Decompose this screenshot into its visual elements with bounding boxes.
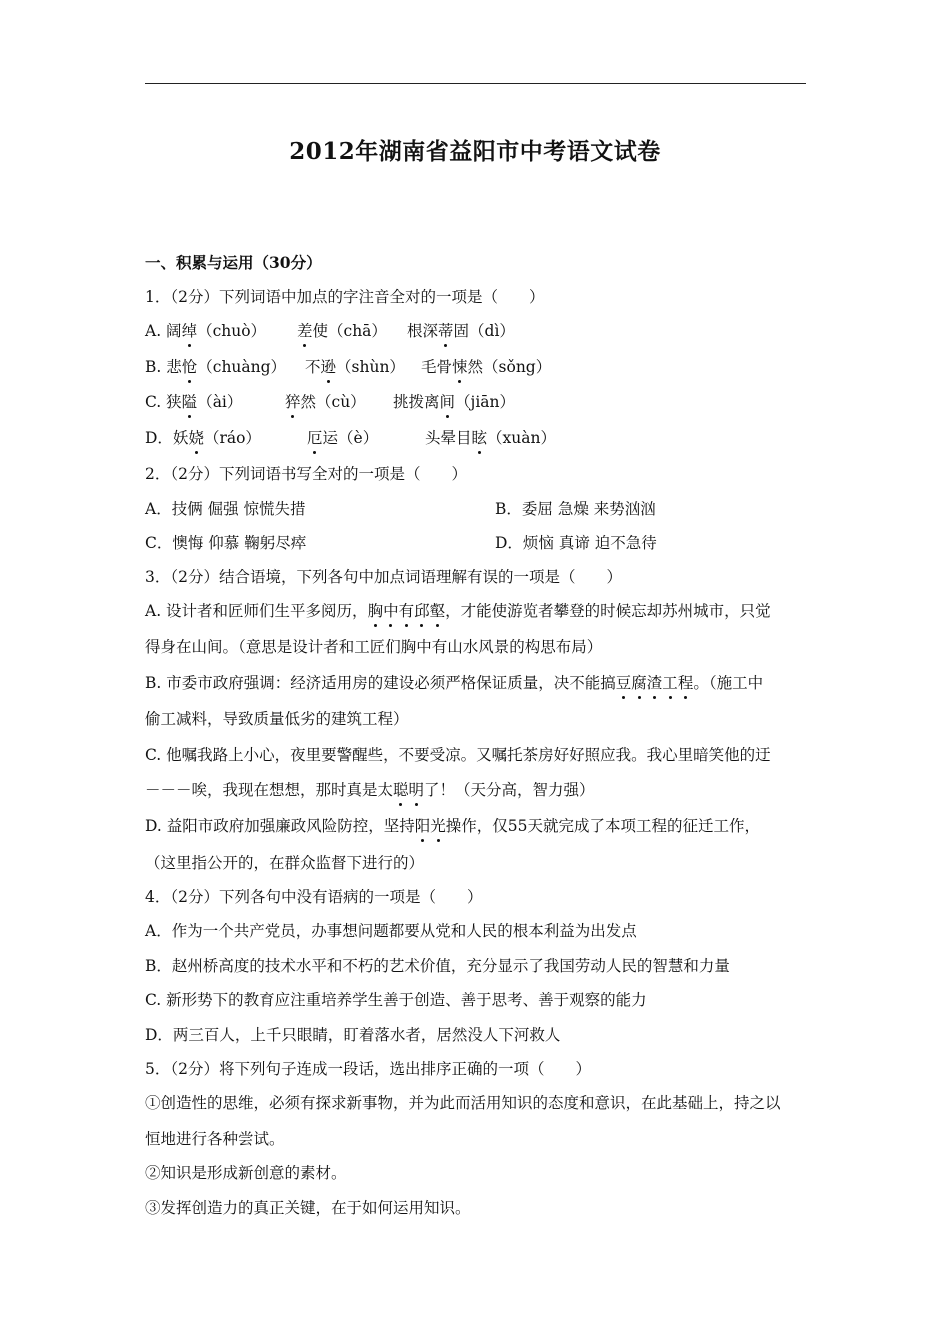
question-2-option-b: B．委屈 急燥 来势汹汹	[495, 500, 656, 518]
section-heading: 一、积累与运用（30分）	[145, 253, 322, 272]
question-3-stem: 3．（2分）结合语境，下列各句中加点词语理解有误的一项是（ ）	[145, 568, 622, 586]
question-2-stem: 2．（2分）下列词语书写全对的一项是（ ）	[145, 465, 467, 483]
question-4-stem: 4．（2分）下列各句中没有语病的一项是（ ）	[145, 888, 483, 906]
question-3-option-d-line-2: （这里指公开的，在群众监督下进行的）	[145, 854, 425, 872]
question-4-option-c: C. 新形势下的教育应注重培养学生善于创造、善于思考、善于观察的能力	[145, 991, 647, 1009]
question-3-option-c-line-2: －－－唉，我现在想想，那时真是太聪明了！（天分高，智力强）	[145, 781, 595, 799]
question-5-sentence-1: ①创造性的思维，必须有探求新事物，并为此而活用知识的态度和意识，在此基础上，持之以	[145, 1094, 781, 1112]
question-3-option-a-line-2: 得身在山间。（意思是设计者和工匠们胸中有山水风景的构思布局）	[145, 638, 603, 656]
question-2-option-a: A．技俩 倔强 惊慌失措	[145, 500, 306, 518]
question-5-stem: 5．（2分）将下列句子连成一段话，选出排序正确的一项（ ）	[145, 1060, 591, 1078]
question-4-option-d: D．两三百人，上千只眼睛，盯着落水者，居然没人下河救人	[145, 1026, 561, 1044]
question-3-option-a-line-1: A. 设计者和匠师们生平多阅历，胸中有邱壑，才能使游览者攀登的时候忘却苏州城市，只觉	[145, 602, 771, 620]
question-3-option-c-line-1: C. 他嘱我路上小心，夜里要警醒些，不要受凉。又嘱托茶房好好照应我。我心里暗笑他的迂	[145, 746, 771, 764]
question-5-sentence-3: ③发挥创造力的真正关键，在于如何运用知识。	[145, 1199, 471, 1217]
question-3-option-d-line-1: D. 益阳市政府加强廉政风险防控，坚持阳光操作，仅55天就完成了本项工程的征迁工作，	[145, 817, 760, 835]
question-3-option-b-line-1: B. 市委市政府强调：经济适用房的建设必须严格保证质量，决不能搞豆腐渣工程。（施工中	[145, 674, 764, 692]
question-4-option-b: B．赵州桥高度的技术水平和不朽的艺术价值，充分显示了我国劳动人民的智慧和力量	[145, 957, 730, 975]
question-2-option-d: D．烦恼 真谛 迫不急待	[495, 534, 657, 552]
question-2-option-c: C．懊悔 仰慕 鞠躬尽瘁	[145, 534, 307, 552]
page-title: 2012年湖南省益阳市中考语文试卷	[289, 138, 661, 165]
question-1-stem: 1．（2分）下列词语中加点的字注音全对的一项是（ ）	[145, 288, 545, 306]
question-4-option-a: A．作为一个共产党员，办事想问题都要从党和人民的根本利益为出发点	[145, 922, 637, 940]
question-3-option-b-line-2: 偷工减料，导致质量低劣的建筑工程）	[145, 710, 409, 728]
header-rule	[145, 83, 806, 84]
question-5-sentence-2: ②知识是形成新创意的素材。	[145, 1164, 347, 1182]
question-5-sentence-1-cont: 恒地进行各种尝试。	[145, 1130, 285, 1148]
